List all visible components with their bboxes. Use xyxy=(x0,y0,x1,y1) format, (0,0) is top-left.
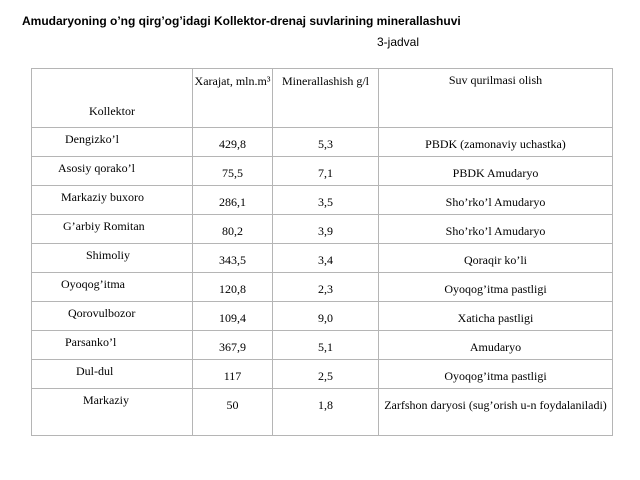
cell-kollektor xyxy=(32,273,193,302)
table-row xyxy=(32,273,613,302)
cell-minerallashish-text: 3,9 xyxy=(318,224,333,238)
cell-xarajat xyxy=(193,186,273,215)
cell-kollektor xyxy=(32,157,193,186)
header-minerallashish: Minerallashish g/l xyxy=(273,69,379,128)
cell-suv-text: PBDK (zamonaviy uchastka) xyxy=(425,137,566,151)
table-row xyxy=(32,128,613,157)
cell-minerallashish xyxy=(273,128,379,157)
cell-kollektor-text: Shimoliy xyxy=(86,248,131,262)
cell-kollektor-text: G’arbiy Romitan xyxy=(63,219,145,233)
cell-suv-text: Sho’rko’l Amudaryo xyxy=(445,224,546,238)
cell-minerallashish-text: 1,8 xyxy=(318,398,333,412)
cell-suv-text: Qoraqir ko’li xyxy=(464,253,527,267)
cell-suv xyxy=(379,360,613,389)
document-title: Amudaryoning o’ng qirg’og’idagi Kollektor-drenaj suvlarining minerallashuvi xyxy=(22,14,461,28)
cell-kollektor xyxy=(32,331,193,360)
cell-suv-text: Amudaryo xyxy=(469,340,522,354)
cell-xarajat xyxy=(193,389,273,436)
cell-minerallashish-text: 7,1 xyxy=(318,166,333,180)
table-row xyxy=(32,331,613,360)
cell-suv xyxy=(379,389,613,436)
data-table xyxy=(31,68,613,436)
cell-suv xyxy=(379,331,613,360)
cell-xarajat-text: 286,1 xyxy=(219,195,246,209)
cell-kollektor-text: Markaziy xyxy=(83,393,129,407)
table-row xyxy=(32,157,613,186)
cell-suv xyxy=(379,157,613,186)
cell-minerallashish xyxy=(273,273,379,302)
cell-xarajat-text: 343,5 xyxy=(219,253,246,267)
cell-minerallashish xyxy=(273,360,379,389)
table-label: 3-jadval xyxy=(377,35,420,49)
cell-kollektor xyxy=(32,244,193,273)
table-row xyxy=(32,244,613,273)
table-row xyxy=(32,215,613,244)
cell-suv-text: Xaticha pastligi xyxy=(457,311,534,325)
cell-suv-text: PBDK Amudaryo xyxy=(452,166,539,180)
cell-xarajat xyxy=(193,360,273,389)
cell-suv-text: Oyoqog’itma pastligi xyxy=(444,282,547,296)
cell-xarajat xyxy=(193,331,273,360)
cell-minerallashish xyxy=(273,157,379,186)
cell-minerallashish xyxy=(273,215,379,244)
cell-xarajat-text: 50 xyxy=(226,398,239,412)
cell-xarajat xyxy=(193,302,273,331)
cell-kollektor xyxy=(32,360,193,389)
cell-xarajat-text: 367,9 xyxy=(219,340,246,354)
cell-minerallashish xyxy=(273,302,379,331)
cell-minerallashish-text: 3,4 xyxy=(318,253,333,267)
cell-xarajat-text: 80,2 xyxy=(222,224,243,238)
cell-kollektor xyxy=(32,389,193,436)
table-row xyxy=(32,389,613,436)
cell-minerallashish xyxy=(273,331,379,360)
table-header-row xyxy=(32,69,613,128)
cell-xarajat-text: 120,8 xyxy=(219,282,246,296)
cell-xarajat-text: 75,5 xyxy=(222,166,243,180)
cell-xarajat xyxy=(193,244,273,273)
header-suv: Suv qurilmasi olish xyxy=(379,69,613,128)
cell-xarajat xyxy=(193,273,273,302)
cell-suv xyxy=(379,215,613,244)
cell-kollektor-text: Dengizko’l xyxy=(65,132,119,146)
cell-xarajat xyxy=(193,215,273,244)
header-kollektor: Kollektor xyxy=(32,69,193,128)
cell-kollektor-text: Parsanko’l xyxy=(65,335,117,349)
cell-suv xyxy=(379,244,613,273)
cell-kollektor-text: Dul-dul xyxy=(76,364,114,378)
cell-minerallashish xyxy=(273,389,379,436)
cell-xarajat-text: 429,8 xyxy=(219,137,246,151)
cell-kollektor-text: Asosiy qorako’l xyxy=(58,161,135,175)
cell-minerallashish-text: 9,0 xyxy=(318,311,333,325)
cell-minerallashish xyxy=(273,186,379,215)
cell-xarajat-text: 109,4 xyxy=(219,311,246,325)
cell-minerallashish-text: 3,5 xyxy=(318,195,333,209)
table-row xyxy=(32,186,613,215)
cell-minerallashish-text: 5,3 xyxy=(318,137,333,151)
cell-suv-text: Sho’rko’l Amudaryo xyxy=(445,195,546,209)
cell-kollektor xyxy=(32,302,193,331)
cell-kollektor xyxy=(32,215,193,244)
cell-xarajat xyxy=(193,157,273,186)
table-row xyxy=(32,302,613,331)
cell-minerallashish-text: 2,3 xyxy=(318,282,333,296)
cell-suv xyxy=(379,302,613,331)
cell-minerallashish-text: 5,1 xyxy=(318,340,333,354)
cell-suv xyxy=(379,273,613,302)
cell-xarajat-text: 117 xyxy=(223,369,242,383)
header-xarajat: Xarajat, mln.m³ xyxy=(193,69,273,128)
cell-xarajat xyxy=(193,128,273,157)
cell-suv-text: Zarfshon daryosi (sug’orish u-n foydalaniladi) xyxy=(384,398,607,412)
cell-suv xyxy=(379,186,613,215)
cell-minerallashish xyxy=(273,244,379,273)
cell-minerallashish-text: 2,5 xyxy=(318,369,333,383)
cell-kollektor-text: Qorovulbozor xyxy=(68,306,136,320)
cell-kollektor xyxy=(32,128,193,157)
cell-suv-text: Oyoqog’itma pastligi xyxy=(444,369,547,383)
cell-suv xyxy=(379,128,613,157)
cell-kollektor xyxy=(32,186,193,215)
table-row xyxy=(32,360,613,389)
cell-kollektor-text: Markaziy buxoro xyxy=(61,190,144,204)
cell-kollektor-text: Oyoqog’itma xyxy=(61,277,125,291)
